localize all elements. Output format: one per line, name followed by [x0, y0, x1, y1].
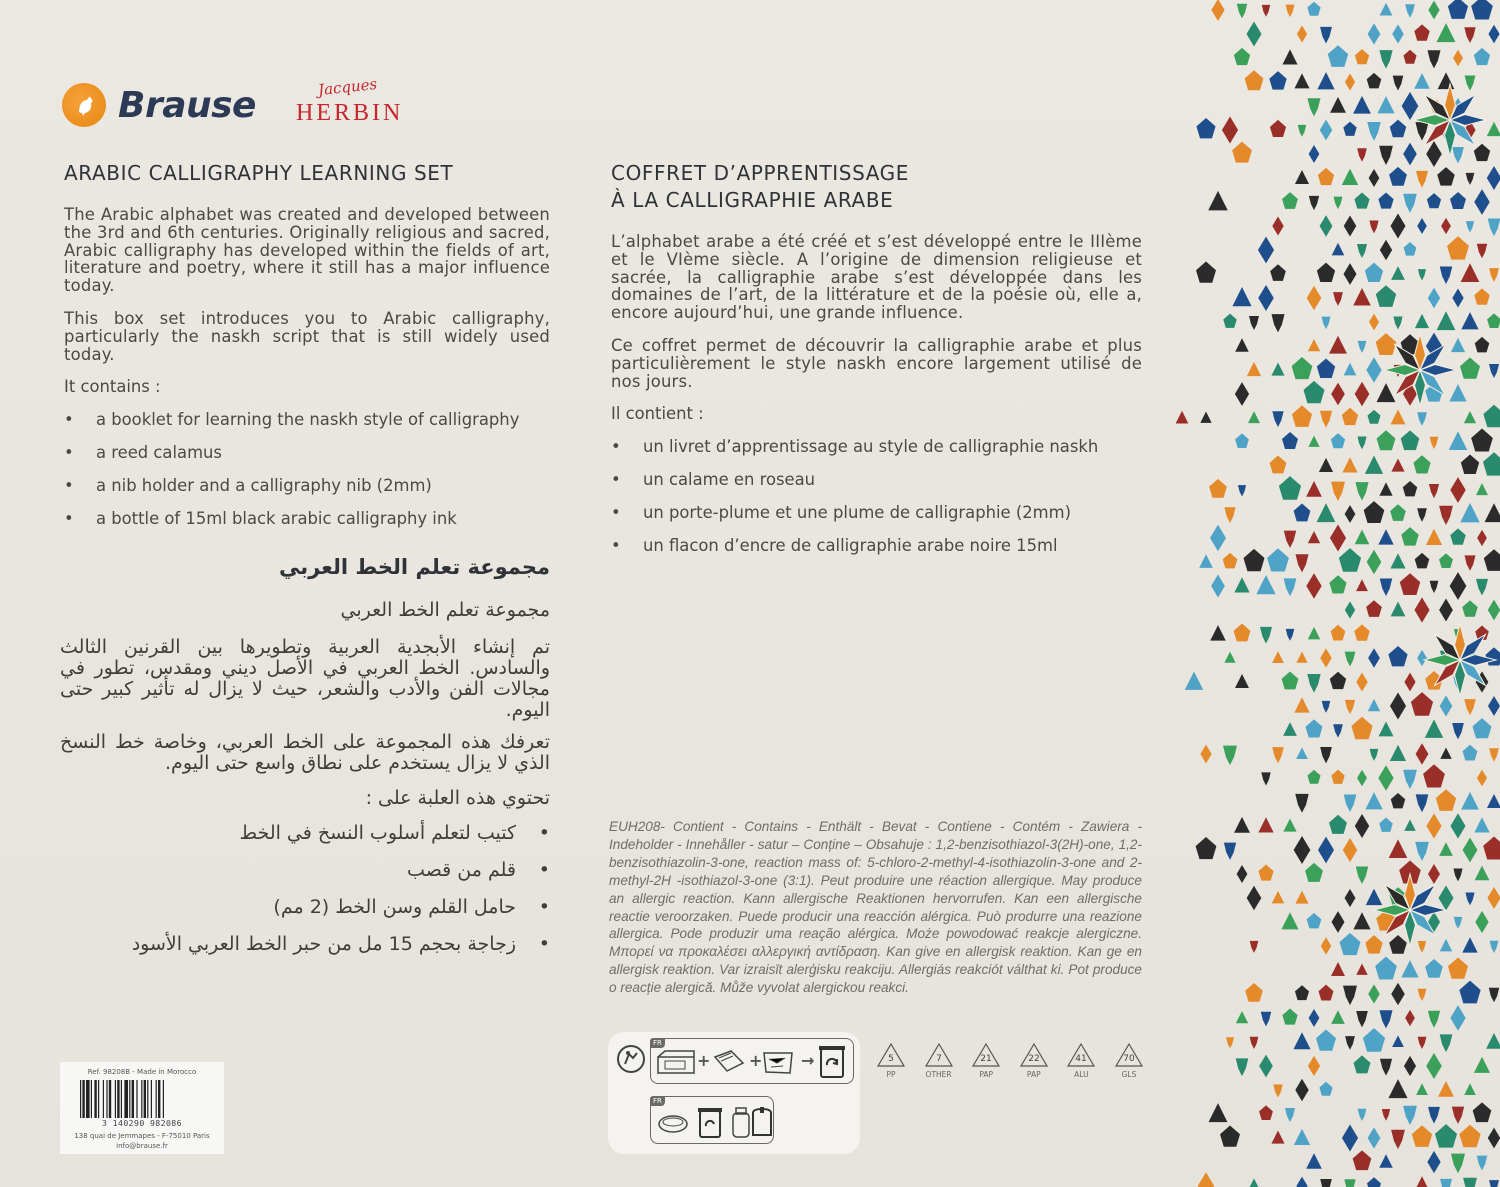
- recycling-code: [1018, 1042, 1050, 1082]
- recycle-triangle-icon: [1066, 1042, 1096, 1068]
- list-item: • un livret d’apprentissage au style de calligraphie naskh: [611, 438, 1142, 456]
- booklet-icon: [711, 1047, 745, 1077]
- list-item: • زجاجة بحجم 15 مل من حبر الخط العربي الأسود: [60, 931, 550, 957]
- cap-icon: [657, 1111, 689, 1137]
- plus-icon: +: [749, 1051, 763, 1070]
- french-section: [611, 160, 1142, 570]
- plus-icon: +: [697, 1051, 711, 1070]
- list-item: • a reed calamus: [64, 444, 550, 462]
- arabic-paragraph-2: تعرفك هذه المجموعة على الخط العربي، وخاصة خط النسخ الذي لا يزال يستخدم على نطاق واسع حتى اليوم.: [60, 731, 550, 774]
- list-item: • قلم من قصب: [60, 857, 550, 883]
- brause-wordmark: Brause: [118, 84, 256, 126]
- list-item: • حامل القلم وسن الخط (2 مم): [60, 894, 550, 920]
- code-number: 70: [1123, 1054, 1135, 1064]
- recycle-triangle-icon: [876, 1042, 906, 1068]
- english-contains-label: It contains :: [64, 377, 161, 397]
- arabic-subtitle: مجموعة تعلم الخط العربي: [340, 599, 550, 621]
- barcode-digits: 3 140290 982086: [102, 1118, 182, 1128]
- english-contents-list: [64, 411, 550, 528]
- french-paragraph-2: Ce coffret permet de découvrir la calligraphie arabe et plus particulièrement le style naskh encore largement utilisé de nos jours.: [611, 335, 1142, 391]
- brause-logo: [62, 80, 256, 130]
- french-title-line-1: COFFRET D’APPRENTISSAGE: [611, 161, 910, 185]
- code-label: ALU: [1074, 1070, 1089, 1079]
- recycling-row-bottle: [650, 1096, 774, 1144]
- code-label: PAP: [979, 1070, 994, 1079]
- english-title: ARABIC CALLIGRAPHY LEARNING SET: [64, 161, 454, 185]
- code-number: 7: [935, 1054, 942, 1064]
- recycle-triangle-icon: [924, 1042, 954, 1068]
- herbin-wordmark: HERBIN: [296, 100, 404, 126]
- email-text: info@brause.fr: [116, 1142, 168, 1150]
- herbin-script-text: Jacques: [317, 74, 378, 100]
- arabic-title: مجموعة تعلم الخط العربي: [278, 555, 550, 579]
- reference-text: Ref. 98208B - Made in Morocco: [87, 1068, 197, 1076]
- french-paragraph-1: L’alphabet arabe a été créé et s’est développé entre le IIIème et le VIème siècle. A l’origine de dimension religieuse et sacrée, la calligraphie arabe s’est développée dans les domaines de l’art, de la littérature et de la poésie où, elle a, encore aujourd’hui, une grande influence.: [611, 232, 1142, 323]
- recycling-code: [1113, 1042, 1145, 1082]
- list-item: • a nib holder and a calligraphy nib (2mm): [64, 477, 550, 495]
- fr-tag: FR: [650, 1096, 665, 1106]
- french-title-line-2: À LA CALLIGRAPHIE ARABE: [611, 188, 894, 212]
- triman-icon: [616, 1044, 646, 1074]
- paper-icon: [761, 1047, 795, 1077]
- french-contains-label: Il contient :: [611, 404, 704, 424]
- list-item: • a booklet for learning the naskh style of calligraphy: [64, 411, 550, 429]
- list-item: • un flacon d’encre de calligraphie arabe noire 15ml: [611, 537, 1142, 555]
- english-paragraph-1: The Arabic alphabet was created and developed between the 3rd and 6th centuries. Originally religious and sacred, Arabic calligraphy has developed within the fields of art, literature and poetry, where it still has a major influence today.: [64, 205, 550, 296]
- recycle-bin-icon: [697, 1105, 723, 1139]
- arabic-section: [60, 553, 550, 968]
- code-label: PAP: [1026, 1070, 1041, 1079]
- glass-bin-icon: [751, 1105, 773, 1139]
- equals-arrow-icon: →: [801, 1051, 815, 1070]
- recycling-code: [923, 1042, 955, 1082]
- recycling-code: [875, 1042, 907, 1082]
- fr-tag: FR: [650, 1038, 665, 1048]
- code-number: 22: [1028, 1054, 1040, 1064]
- recycle-triangle-icon: [1019, 1042, 1049, 1068]
- recycling-codes: [875, 1042, 1145, 1082]
- code-number: 5: [888, 1054, 894, 1064]
- list-item: • a bottle of 15ml black arabic calligraphy ink: [64, 510, 550, 528]
- list-item: • un calame en roseau: [611, 471, 1142, 489]
- arabic-paragraph-1: تم إنشاء الأبجدية العربية وتطويرها بين القرنين الثالث والسادس. الخط العربي في الأصل ديني ومقدس، تطور في مجالات الفن والأدب والشعر، حيث لا يزال له تأثير كبير حتى اليوم.: [60, 636, 550, 721]
- box-icon: [657, 1049, 695, 1075]
- herbin-logo: [296, 74, 456, 128]
- list-item: • un porte-plume et une plume de calligraphie (2mm): [611, 504, 1142, 522]
- jar-icon: [731, 1105, 751, 1139]
- arabic-contents-list: [60, 820, 550, 957]
- rooster-icon: [62, 83, 106, 127]
- address-text: [64, 1131, 220, 1151]
- french-title: [611, 160, 1142, 214]
- english-section: [64, 160, 550, 543]
- barcode-icon: [72, 1080, 212, 1120]
- product-label: [60, 1062, 224, 1154]
- recycling-row-box: [650, 1038, 854, 1084]
- recycling-code: [1065, 1042, 1097, 1082]
- recycling-code: [970, 1042, 1002, 1082]
- recycle-triangle-icon: [1114, 1042, 1144, 1068]
- english-paragraph-2: This box set introduces you to Arabic calligraphy, particularly the naskh script that is still widely used today.: [64, 308, 550, 364]
- code-number: 41: [1075, 1054, 1088, 1064]
- french-contents-list: [611, 438, 1142, 555]
- recycle-triangle-icon: [971, 1042, 1001, 1068]
- recycling-info-box: [608, 1032, 860, 1154]
- arabic-contains-label: تحتوي هذه العلبة على :: [365, 787, 550, 809]
- code-label: PP: [886, 1070, 896, 1079]
- list-item: • كتيب لتعلم أسلوب النسخ في الخط: [60, 820, 550, 846]
- code-label: OTHER: [925, 1070, 952, 1079]
- code-label: GLS: [1121, 1070, 1137, 1079]
- code-number: 21: [980, 1054, 992, 1064]
- decorative-pattern: [1160, 0, 1500, 1187]
- recycle-bin-icon: [817, 1043, 847, 1079]
- address-line: 138 quai de Jemmapes - F-75010 Paris: [74, 1132, 210, 1140]
- allergen-warning: EUH208- Contient - Contains - Enthält - Bevat - Contiene - Contém - Zawiera - Indeholder - Innehåller - satur – Conține – Obsahuje : 1,2-benzisothiazol-3(2H)-one, 1,2-benzisothiazolin-3-one, reaction mass of: 5-chloro-2-methyl-4-isothiazolin-3-one and 2-methyl-2H -isothiazol-3-one (3:1). Peut produire une réaction allergique. May produce an allergic reaction. Kann allergische Reaktionen hervorrufen. Kan een allergische reactie veroorzaken. Puede producir una reacción alérgica. Può produrre una reazione allergica. Pode produzir uma reação alérgica. Może powodować reakcje alergiczne. Μπορεί να προκαλέσει αλλεργική αντίδραση. Kan give en allergisk reaktion. Kan ge en allergisk reaktion. Var izraisīt alerģisku reakciju. Allergiás reakciót válthat ki. Pot produce o reacție alergică. Může vyvolat alergickou reakci.: [609, 819, 1142, 996]
